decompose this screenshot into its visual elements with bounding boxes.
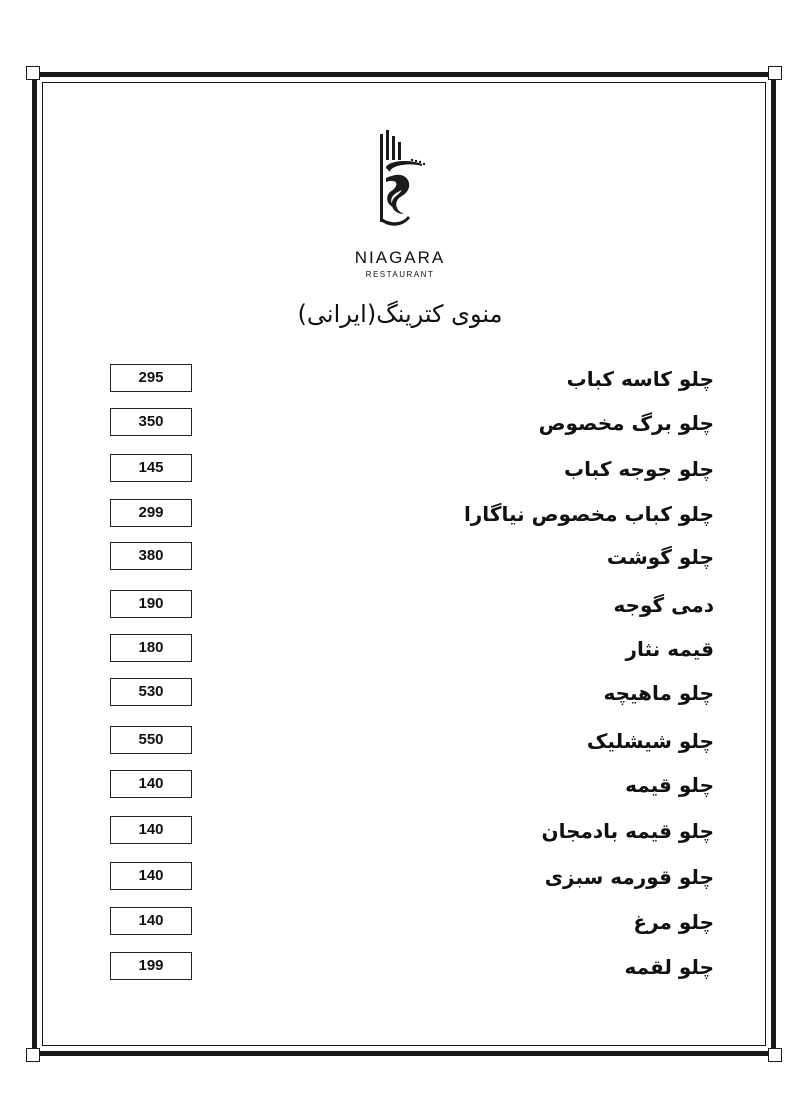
menu-item-price: 550 [110, 726, 192, 754]
menu-item-name: چلو برگ مخصوص [538, 411, 714, 435]
menu-item [0, 540, 800, 580]
menu-item-name: چلو ماهیچه [603, 681, 714, 705]
menu-item-name: چلو گوشت [606, 545, 714, 569]
menu-item [0, 406, 800, 446]
menu-item [0, 905, 800, 945]
menu-item [0, 452, 800, 492]
menu-item-name: قیمه نثار [625, 637, 714, 661]
menu-item [0, 724, 800, 764]
menu-item-name: چلو قیمه بادمجان [541, 819, 714, 843]
menu-item-name: چلو جوجه کباب [564, 457, 714, 481]
menu-item [0, 676, 800, 716]
menu-item [0, 768, 800, 808]
menu-item-price: 140 [110, 816, 192, 844]
menu-item-price: 350 [110, 408, 192, 436]
menu-item-name: چلو مرغ [633, 910, 714, 934]
menu-item-price: 380 [110, 542, 192, 570]
menu-item [0, 860, 800, 900]
menu-item [0, 497, 800, 537]
menu-item-name: چلو قیمه [625, 773, 714, 797]
menu-title: منوی کترینگ(ایرانی) [297, 300, 503, 328]
menu-item [0, 814, 800, 854]
menu-item-price: 140 [110, 770, 192, 798]
menu-item-price: 190 [110, 590, 192, 618]
menu-item-price: 530 [110, 678, 192, 706]
menu-item-price: 180 [110, 634, 192, 662]
brand-name: NIAGARA [354, 248, 446, 267]
menu-item-name: چلو کباب مخصوص نیاگارا [463, 502, 714, 526]
menu-item-price: 145 [110, 454, 192, 482]
menu-item [0, 950, 800, 990]
menu-item-name: چلو قورمه سبزی [544, 865, 714, 889]
menu-item-price: 299 [110, 499, 192, 527]
menu-item-price: 199 [110, 952, 192, 980]
menu-item [0, 632, 800, 672]
menu-item-price: 295 [110, 364, 192, 392]
menu-item [0, 362, 800, 402]
menu-item-name: چلو کاسه کباب [566, 367, 714, 391]
menu-item-price: 140 [110, 907, 192, 935]
menu-item-name: دمی گوجه [613, 593, 714, 617]
brand-subtitle: RESTAURANT [365, 270, 435, 279]
menu-item-name: چلو لقمه [624, 955, 714, 979]
menu-item-price: 140 [110, 862, 192, 890]
menu-item-name: چلو شیشلیک [586, 729, 714, 753]
menu-item [0, 588, 800, 628]
